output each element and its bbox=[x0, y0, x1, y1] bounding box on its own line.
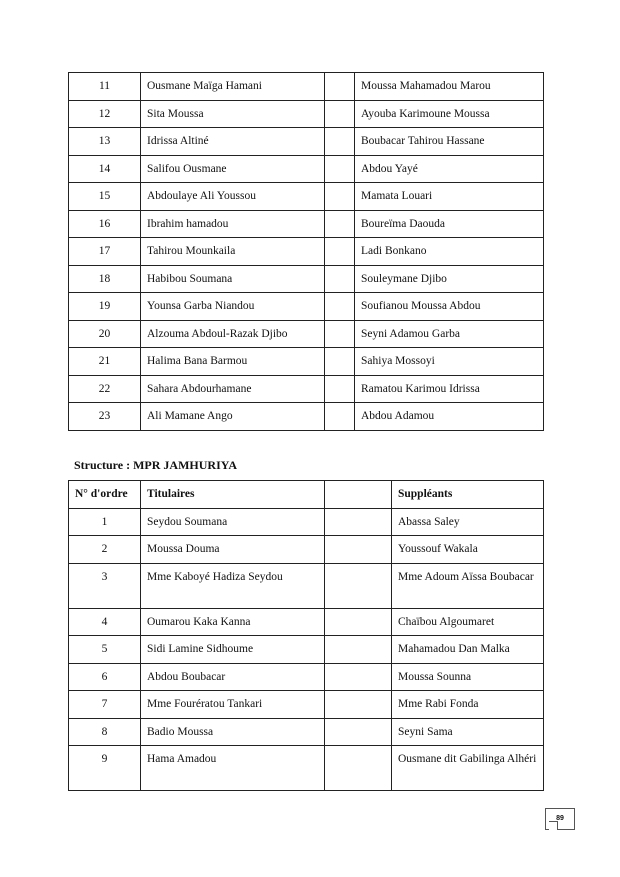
candidates-table-continued bbox=[68, 72, 544, 431]
row-number: 18 bbox=[69, 265, 141, 293]
suppleant-name: Chaïbou Algoumaret bbox=[392, 608, 544, 636]
suppleant-name: Ladi Bonkano bbox=[355, 238, 544, 266]
titulaire-name: Abdou Boubacar bbox=[141, 663, 325, 691]
suppleant-name: Moussa Sounna bbox=[392, 663, 544, 691]
empty-cell bbox=[325, 746, 392, 791]
suppleant-name: Ramatou Karimou Idrissa bbox=[355, 375, 544, 403]
empty-cell bbox=[325, 265, 355, 293]
table-row bbox=[69, 375, 544, 403]
suppleant-name: Abassa Saley bbox=[392, 508, 544, 536]
titulaire-name: Sahara Abdourhamane bbox=[141, 375, 325, 403]
empty-cell bbox=[325, 293, 355, 321]
empty-cell bbox=[325, 608, 392, 636]
table-row bbox=[69, 508, 544, 536]
empty-cell bbox=[325, 691, 392, 719]
table-row bbox=[69, 320, 544, 348]
table-row bbox=[69, 183, 544, 211]
titulaire-name: Halima Bana Barmou bbox=[141, 348, 325, 376]
empty-cell bbox=[325, 155, 355, 183]
page-number-box bbox=[545, 808, 575, 830]
table-row bbox=[69, 100, 544, 128]
titulaire-name: Ousmane Maïga Hamani bbox=[141, 73, 325, 101]
suppleant-name: Boureïma Daouda bbox=[355, 210, 544, 238]
row-number: 21 bbox=[69, 348, 141, 376]
row-number: 2 bbox=[69, 536, 141, 564]
suppleant-name: Mme Rabi Fonda bbox=[392, 691, 544, 719]
titulaire-name: Ibrahim hamadou bbox=[141, 210, 325, 238]
row-number: 9 bbox=[69, 746, 141, 791]
empty-cell bbox=[325, 100, 355, 128]
header-order-number: N° d'ordre bbox=[69, 481, 141, 509]
suppleant-name: Soufianou Moussa Abdou bbox=[355, 293, 544, 321]
titulaire-name: Salifou Ousmane bbox=[141, 155, 325, 183]
empty-cell bbox=[325, 403, 355, 431]
titulaire-name: Seydou Soumana bbox=[141, 508, 325, 536]
empty-cell bbox=[325, 238, 355, 266]
empty-cell bbox=[325, 663, 392, 691]
suppleant-name: Sahiya Mossoyi bbox=[355, 348, 544, 376]
structure-heading: Structure : MPR JAMHURIYA bbox=[74, 458, 237, 472]
page-number: 89 bbox=[556, 815, 564, 822]
table-row bbox=[69, 238, 544, 266]
suppleant-name: Souleymane Djibo bbox=[355, 265, 544, 293]
header-suppleants: Suppléants bbox=[392, 481, 544, 509]
titulaire-name: Alzouma Abdoul-Razak Djibo bbox=[141, 320, 325, 348]
table-row bbox=[69, 608, 544, 636]
row-number: 7 bbox=[69, 691, 141, 719]
titulaire-name: Sita Moussa bbox=[141, 100, 325, 128]
row-number: 11 bbox=[69, 73, 141, 101]
titulaire-name: Habibou Soumana bbox=[141, 265, 325, 293]
suppleant-name: Mahamadou Dan Malka bbox=[392, 636, 544, 664]
suppleant-name: Boubacar Tahirou Hassane bbox=[355, 128, 544, 156]
table-row bbox=[69, 663, 544, 691]
row-number: 12 bbox=[69, 100, 141, 128]
empty-cell bbox=[325, 636, 392, 664]
table-row bbox=[69, 718, 544, 746]
row-number: 22 bbox=[69, 375, 141, 403]
titulaire-name: Ali Mamane Ango bbox=[141, 403, 325, 431]
table-row bbox=[69, 73, 544, 101]
empty-cell bbox=[325, 128, 355, 156]
suppleant-name: Seyni Adamou Garba bbox=[355, 320, 544, 348]
table-row bbox=[69, 403, 544, 431]
table-row bbox=[69, 636, 544, 664]
row-number: 13 bbox=[69, 128, 141, 156]
table-row bbox=[69, 348, 544, 376]
table-row bbox=[69, 746, 544, 791]
table-row bbox=[69, 536, 544, 564]
table-row bbox=[69, 128, 544, 156]
titulaire-name: Oumarou Kaka Kanna bbox=[141, 608, 325, 636]
suppleant-name: Youssouf Wakala bbox=[392, 536, 544, 564]
row-number: 5 bbox=[69, 636, 141, 664]
empty-cell bbox=[325, 563, 392, 608]
empty-cell bbox=[325, 508, 392, 536]
empty-cell bbox=[325, 375, 355, 403]
titulaire-name: Hama Amadou bbox=[141, 746, 325, 791]
row-number: 3 bbox=[69, 563, 141, 608]
row-number: 14 bbox=[69, 155, 141, 183]
table-row bbox=[69, 210, 544, 238]
row-number: 20 bbox=[69, 320, 141, 348]
row-number: 4 bbox=[69, 608, 141, 636]
empty-cell bbox=[325, 536, 392, 564]
mpr-jamhuriya-table bbox=[68, 480, 544, 791]
suppleant-name: Abdou Yayé bbox=[355, 155, 544, 183]
empty-cell bbox=[325, 210, 355, 238]
row-number: 17 bbox=[69, 238, 141, 266]
empty-cell bbox=[325, 183, 355, 211]
titulaire-name: Idrissa Altiné bbox=[141, 128, 325, 156]
titulaire-name: Tahirou Mounkaila bbox=[141, 238, 325, 266]
suppleant-name: Abdou Adamou bbox=[355, 403, 544, 431]
empty-cell bbox=[325, 320, 355, 348]
suppleant-name: Mamata Louari bbox=[355, 183, 544, 211]
table-header-row bbox=[69, 481, 544, 509]
row-number: 16 bbox=[69, 210, 141, 238]
table-row bbox=[69, 155, 544, 183]
titulaire-name: Younsa Garba Niandou bbox=[141, 293, 325, 321]
empty-cell bbox=[325, 348, 355, 376]
table-row bbox=[69, 265, 544, 293]
row-number: 8 bbox=[69, 718, 141, 746]
suppleant-name: Ayouba Karimoune Moussa bbox=[355, 100, 544, 128]
titulaire-name: Sidi Lamine Sidhoume bbox=[141, 636, 325, 664]
titulaire-name: Abdoulaye Ali Youssou bbox=[141, 183, 325, 211]
empty-cell bbox=[325, 73, 355, 101]
suppleant-name: Mme Adoum Aïssa Boubacar bbox=[392, 563, 544, 608]
page-fold-corner bbox=[549, 821, 558, 830]
row-number: 15 bbox=[69, 183, 141, 211]
header-empty bbox=[325, 481, 392, 509]
titulaire-name: Moussa Douma bbox=[141, 536, 325, 564]
suppleant-name: Seyni Sama bbox=[392, 718, 544, 746]
table-row bbox=[69, 293, 544, 321]
suppleant-name: Moussa Mahamadou Marou bbox=[355, 73, 544, 101]
titulaire-name: Badio Moussa bbox=[141, 718, 325, 746]
row-number: 23 bbox=[69, 403, 141, 431]
titulaire-name: Mme Fourératou Tankari bbox=[141, 691, 325, 719]
table-row bbox=[69, 691, 544, 719]
suppleant-name: Ousmane dit Gabilinga Alhéri bbox=[392, 746, 544, 791]
header-titulaires: Titulaires bbox=[141, 481, 325, 509]
row-number: 6 bbox=[69, 663, 141, 691]
empty-cell bbox=[325, 718, 392, 746]
row-number: 1 bbox=[69, 508, 141, 536]
table-row bbox=[69, 563, 544, 608]
row-number: 19 bbox=[69, 293, 141, 321]
titulaire-name: Mme Kaboyé Hadiza Seydou bbox=[141, 563, 325, 608]
